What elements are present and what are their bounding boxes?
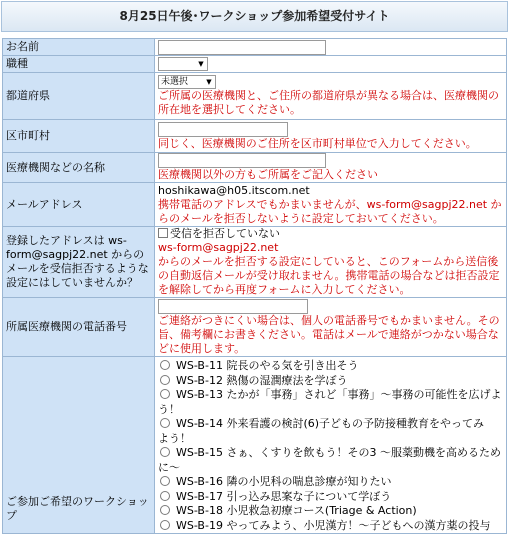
workshop-code: WS-B-17 [176,489,223,503]
value-workshop [155,357,507,534]
row-name [3,39,507,56]
workshop-radio[interactable] [160,491,170,501]
value-email [155,183,507,227]
workshop-code: WS-B-16 [176,475,223,488]
workshop-code: WS-B-11 [176,359,223,372]
workshop-code: WS-B-19 [176,518,223,532]
workshop-code: WS-B-12 [176,373,223,387]
workshop-radio[interactable] [160,389,170,399]
registration-form [2,38,507,534]
label-occupation: 職種 [3,56,155,73]
row-phone [3,298,507,357]
workshop-option-line [158,504,503,519]
row-institution [3,153,507,183]
reject-address: ws-form@sagpj22.net [158,241,279,254]
workshop-title: 院長のやる気を引き出そう [226,359,359,372]
value-reject [155,227,507,298]
label-institution: 医療機関などの名称 [3,153,155,183]
workshop-title: 引っ込み思案な子について学ぼう [226,489,392,503]
chevron-down-icon: ▼ [206,78,212,86]
row-email [3,183,507,227]
name-input[interactable] [158,40,326,55]
workshop-title: 外来看護の検討(6)子どもの予防接種教育をやってみ [226,417,485,430]
workshop-radio[interactable] [160,476,170,486]
workshop-option[interactable] [158,504,503,519]
label-email: メールアドレス [3,183,155,227]
email-input[interactable]: hoshikawa@h05.itscom.net [158,183,310,197]
workshop-title: たかが「事務」されど「事務」～事務の可能性を広げよ [226,388,502,401]
city-input[interactable] [158,122,288,137]
value-phone [155,298,507,357]
page-header [1,1,508,32]
workshop-title: やってみよう、小児漢方！～子どもへの漢方薬の投与 [226,518,491,532]
workshop-option[interactable] [158,475,503,490]
workshop-code: WS-B-13 [176,388,223,401]
workshop-option[interactable] [158,519,503,534]
workshop-radio[interactable] [160,360,170,370]
workshop-title: さぁ、くすりを飲もう！その3 ～服薬動機を高めるため [226,446,501,459]
workshop-code: WS-B-15 [176,446,223,459]
workshop-code: WS-B-14 [176,417,223,430]
prefecture-selected: 未選択 [161,77,189,87]
workshop-title: 熱傷の湿潤療法を学ぼう [226,373,348,387]
workshop-code: WS-B-18 [176,504,223,517]
label-name: お名前 [3,39,155,56]
label-workshop [3,357,155,534]
value-occupation [155,56,507,73]
label-city: 区市町村 [3,120,155,153]
workshop-title: 隣の小児科の喘息診療が知りたい [226,475,392,488]
row-workshop [3,357,507,534]
occupation-select[interactable] [158,57,208,71]
workshop-option[interactable] [158,374,503,389]
workshop-option-line [158,446,503,461]
value-city [155,120,507,153]
row-reject [3,227,507,298]
workshop-title-cont: う！ [158,402,180,416]
workshop-title: 小児救急初療コース(Triage & Action) [226,504,417,517]
institution-note: 医療機関以外の方もご所属をご記入ください [158,168,378,181]
reject-checkbox-label[interactable]: 受信を拒否していない [170,227,280,240]
workshop-radio[interactable] [160,375,170,385]
workshop-option[interactable] [158,359,503,374]
value-prefecture [155,73,507,120]
prefecture-select[interactable] [158,75,216,89]
page-title: 8月25日午後･ワークショップ参加希望受付サイト [119,9,390,23]
workshop-radio[interactable] [160,520,170,530]
reject-note: からのメールを拒否する設定にしていると、このフォームから送信後の自動返信メールが受け取れません。携帯電話の場合などは拒否設定を解除してから再度フォームに入力してください。 [158,255,500,296]
workshop-option-line [158,490,503,505]
label-prefecture: 都道府県 [3,73,155,120]
workshop-list [158,359,503,533]
institution-input[interactable] [158,153,326,168]
workshop-option-line [158,388,503,403]
workshop-option[interactable] [158,446,503,475]
workshop-radio[interactable] [160,505,170,515]
workshop-radio[interactable] [160,447,170,457]
label-reject: 登録したアドレスは ws-form@sagpj22.net からのメールを受信拒否するような設定にはしていませんか？ [3,227,155,298]
phone-note: ご連絡がつきにくい場合は、個人の電話番号でもかまいません。その旨、備考欄にお書きください。電話はメールで連絡がつかない場合などに使用します。 [158,313,500,355]
value-name [155,39,507,56]
workshop-title-cont: よう！ [158,431,191,445]
prefecture-note: ご所属の医療機関と、ご住所の都道府県が異なる場合は、医療機関の所在地を選択してください。 [158,89,499,116]
workshop-option[interactable] [158,388,503,417]
workshop-option[interactable] [158,417,503,446]
workshop-label: ご参加ご希望のワークショップ [6,495,149,522]
workshop-radio[interactable] [160,418,170,428]
email-note: 携帯電話のアドレスでもかまいませんが、ws-form@sagpj22.net からのメールを拒否しないように設定しておいてください。 [158,197,502,225]
value-institution [155,153,507,183]
row-city [3,120,507,153]
workshop-option-line [158,359,503,374]
row-occupation [3,56,507,73]
phone-input[interactable] [158,299,308,314]
workshop-option-line [158,417,503,432]
row-prefecture [3,73,507,120]
workshop-option-line [158,374,503,389]
workshop-option-line [158,519,503,534]
reject-checkbox[interactable] [158,228,168,238]
workshop-title-cont: に～ [158,460,180,474]
label-phone: 所属医療機関の電話番号 [3,298,155,357]
chevron-down-icon: ▼ [198,60,204,68]
workshop-option-line [158,475,503,490]
workshop-option[interactable] [158,490,503,505]
city-note: 同じく、医療機関のご住所を区市町村単位で入力してください。 [158,136,477,150]
